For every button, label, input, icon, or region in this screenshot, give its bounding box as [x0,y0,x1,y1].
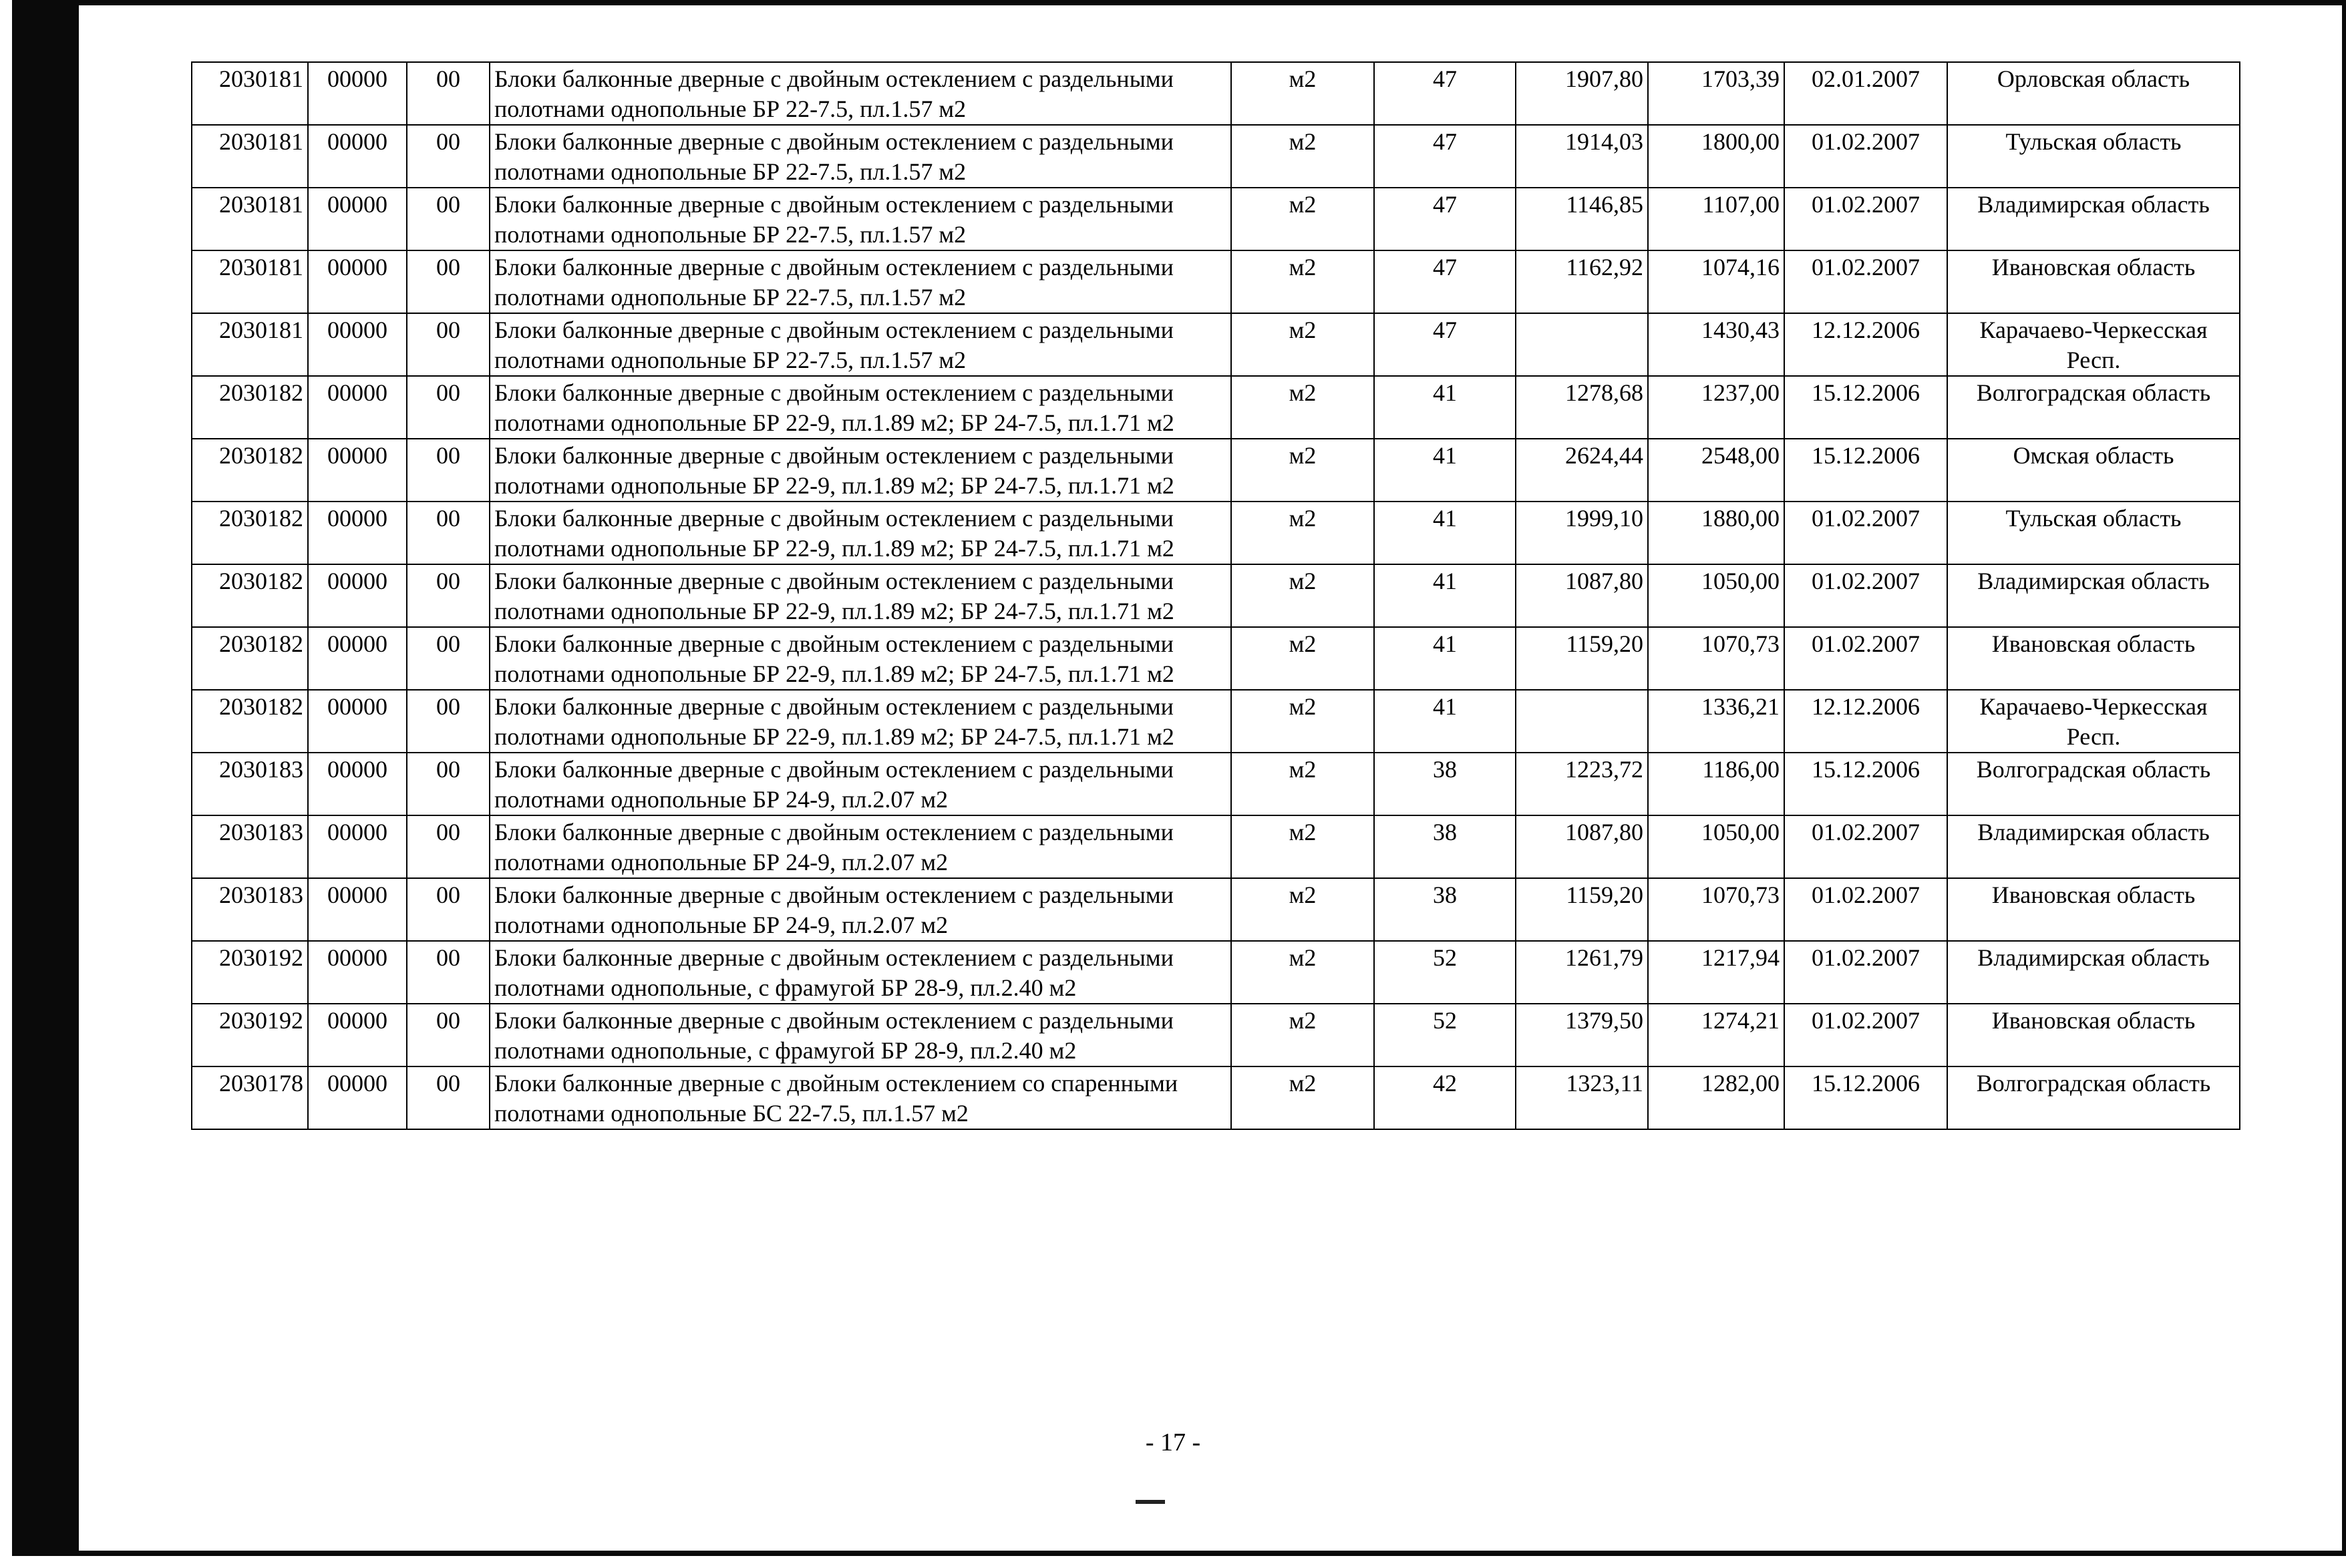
cell-subcode: 00000 [308,376,407,439]
cell-price: 1107,00 [1648,188,1784,250]
cell-quantity: 41 [1374,564,1516,627]
cell-subcode: 00000 [308,188,407,250]
cell-description: Блоки балконные дверные с двойным остеклением с раздельными полотнами однопольные БР 22-7.5, пл.1.57 м2 [490,188,1231,250]
cell-unit: м2 [1231,62,1374,125]
cell-code: 2030183 [192,815,308,878]
cell-subsubcode: 00 [407,627,490,690]
cell-price: 1800,00 [1648,125,1784,188]
cell-price-with-vat: 1323,11 [1516,1066,1648,1129]
cell-unit: м2 [1231,313,1374,376]
table-row [192,502,2240,564]
cell-subcode: 00000 [308,690,407,753]
cell-price-with-vat: 1146,85 [1516,188,1648,250]
cell-description: Блоки балконные дверные с двойным остеклением с раздельными полотнами однопольные, с фрамугой БР 28-9, пл.2.40 м2 [490,941,1231,1004]
cell-code: 2030181 [192,313,308,376]
cell-subsubcode: 00 [407,376,490,439]
cell-description: Блоки балконные дверные с двойным остеклением с раздельными полотнами однопольные БР 22-7.5, пл.1.57 м2 [490,62,1231,125]
cell-region: Ивановская область [1947,250,2240,313]
cell-code: 2030192 [192,941,308,1004]
cell-price-with-vat: 1162,92 [1516,250,1648,313]
cell-region: Волгоградская область [1947,753,2240,815]
cell-price-with-vat: 2624,44 [1516,439,1648,502]
cell-code: 2030182 [192,564,308,627]
cell-price: 1282,00 [1648,1066,1784,1129]
cell-quantity: 52 [1374,941,1516,1004]
cell-code: 2030181 [192,125,308,188]
table-row [192,1004,2240,1066]
cell-subsubcode: 00 [407,941,490,1004]
cell-description: Блоки балконные дверные с двойным остеклением с раздельными полотнами однопольные БР 22-9, пл.1.89 м2; БР 24-7.5, пл.1.71 м2 [490,439,1231,502]
cell-price: 2548,00 [1648,439,1784,502]
cell-code: 2030182 [192,502,308,564]
cell-price-with-vat: 1261,79 [1516,941,1648,1004]
cell-subsubcode: 00 [407,250,490,313]
cell-quantity: 41 [1374,502,1516,564]
cell-quantity: 47 [1374,188,1516,250]
cell-subcode: 00000 [308,815,407,878]
cell-subcode: 00000 [308,250,407,313]
cell-subsubcode: 00 [407,564,490,627]
cell-description: Блоки балконные дверные с двойным остеклением с раздельными полотнами однопольные БР 24-9, пл.2.07 м2 [490,815,1231,878]
cell-unit: м2 [1231,188,1374,250]
cell-unit: м2 [1231,250,1374,313]
cell-subcode: 00000 [308,941,407,1004]
table-row [192,439,2240,502]
cell-region: Ивановская область [1947,627,2240,690]
cell-subcode: 00000 [308,125,407,188]
cell-date: 01.02.2007 [1784,502,1947,564]
cell-date: 15.12.2006 [1784,376,1947,439]
cell-date: 12.12.2006 [1784,313,1947,376]
table-row [192,564,2240,627]
cell-date: 01.02.2007 [1784,1004,1947,1066]
cell-quantity: 47 [1374,313,1516,376]
cell-date: 01.02.2007 [1784,188,1947,250]
cell-region: Волгоградская область [1947,376,2240,439]
cell-date: 15.12.2006 [1784,1066,1947,1129]
cell-price: 1186,00 [1648,753,1784,815]
scan-border-left [12,0,79,1556]
cell-subcode: 00000 [308,439,407,502]
cell-subcode: 00000 [308,1066,407,1129]
cell-date: 01.02.2007 [1784,125,1947,188]
cell-price-with-vat: 1087,80 [1516,815,1648,878]
cell-subcode: 00000 [308,502,407,564]
cell-unit: м2 [1231,753,1374,815]
cell-code: 2030182 [192,439,308,502]
cell-subsubcode: 00 [407,439,490,502]
cell-subsubcode: 00 [407,1004,490,1066]
cell-subsubcode: 00 [407,188,490,250]
cell-price: 1430,43 [1648,313,1784,376]
cell-description: Блоки балконные дверные с двойным остеклением с раздельными полотнами однопольные БР 22-9, пл.1.89 м2; БР 24-7.5, пл.1.71 м2 [490,376,1231,439]
cell-region: Карачаево-Черкесская Респ. [1947,313,2240,376]
cell-date: 01.02.2007 [1784,627,1947,690]
price-table-container [191,61,2239,1130]
cell-code: 2030181 [192,62,308,125]
cell-date: 15.12.2006 [1784,439,1947,502]
cell-date: 01.02.2007 [1784,564,1947,627]
cell-description: Блоки балконные дверные с двойным остеклением с раздельными полотнами однопольные БР 22-7.5, пл.1.57 м2 [490,313,1231,376]
cell-price-with-vat: 1223,72 [1516,753,1648,815]
cell-subsubcode: 00 [407,502,490,564]
cell-region: Орловская область [1947,62,2240,125]
cell-unit: м2 [1231,941,1374,1004]
cell-quantity: 47 [1374,125,1516,188]
cell-code: 2030182 [192,376,308,439]
cell-description: Блоки балконные дверные с двойным остеклением с раздельными полотнами однопольные БР 24-9, пл.2.07 м2 [490,878,1231,941]
cell-unit: м2 [1231,502,1374,564]
table-row [192,62,2240,125]
cell-price-with-vat: 1278,68 [1516,376,1648,439]
cell-price: 1274,21 [1648,1004,1784,1066]
cell-price-with-vat [1516,690,1648,753]
cell-price-with-vat: 1907,80 [1516,62,1648,125]
table-row [192,878,2240,941]
cell-quantity: 47 [1374,250,1516,313]
cell-description: Блоки балконные дверные с двойным остеклением с раздельными полотнами однопольные БР 22-9, пл.1.89 м2; БР 24-7.5, пл.1.71 м2 [490,690,1231,753]
cell-code: 2030178 [192,1066,308,1129]
cell-description: Блоки балконные дверные с двойным остеклением с раздельными полотнами однопольные БР 22-9, пл.1.89 м2; БР 24-7.5, пл.1.71 м2 [490,627,1231,690]
cell-region: Владимирская область [1947,564,2240,627]
scan-border-bottom [79,1551,2346,1556]
cell-unit: м2 [1231,627,1374,690]
cell-subsubcode: 00 [407,62,490,125]
cell-quantity: 47 [1374,62,1516,125]
scan-border-right [2342,0,2346,1556]
cell-price-with-vat: 1379,50 [1516,1004,1648,1066]
cell-code: 2030183 [192,878,308,941]
page-number: - 17 - [1145,1428,1201,1456]
cell-region: Владимирская область [1947,188,2240,250]
cell-code: 2030183 [192,753,308,815]
cell-code: 2030182 [192,627,308,690]
cell-unit: м2 [1231,439,1374,502]
cell-price-with-vat: 1159,20 [1516,627,1648,690]
cell-region: Владимирская область [1947,815,2240,878]
cell-description: Блоки балконные дверные с двойным остеклением с раздельными полотнами однопольные БР 24-9, пл.2.07 м2 [490,753,1231,815]
scan-artifact [1136,1500,1165,1504]
cell-quantity: 41 [1374,690,1516,753]
cell-description: Блоки балконные дверные с двойным остеклением с раздельными полотнами однопольные БР 22-9, пл.1.89 м2; БР 24-7.5, пл.1.71 м2 [490,502,1231,564]
cell-subcode: 00000 [308,564,407,627]
cell-region: Тульская область [1947,125,2240,188]
cell-price-with-vat [1516,313,1648,376]
cell-subcode: 00000 [308,313,407,376]
cell-price: 1050,00 [1648,564,1784,627]
table-row [192,941,2240,1004]
cell-description: Блоки балконные дверные с двойным остеклением с раздельными полотнами однопольные БР 22-7.5, пл.1.57 м2 [490,125,1231,188]
cell-subcode: 00000 [308,627,407,690]
cell-price-with-vat: 1159,20 [1516,878,1648,941]
cell-subsubcode: 00 [407,815,490,878]
cell-price: 1074,16 [1648,250,1784,313]
cell-price: 1336,21 [1648,690,1784,753]
cell-date: 02.01.2007 [1784,62,1947,125]
cell-price: 1070,73 [1648,878,1784,941]
cell-price: 1703,39 [1648,62,1784,125]
cell-date: 01.02.2007 [1784,941,1947,1004]
cell-price: 1070,73 [1648,627,1784,690]
cell-subsubcode: 00 [407,690,490,753]
table-body [192,62,2240,1129]
cell-quantity: 38 [1374,815,1516,878]
cell-price-with-vat: 1914,03 [1516,125,1648,188]
cell-unit: м2 [1231,1004,1374,1066]
cell-description: Блоки балконные дверные с двойным остеклением со спаренными полотнами однопольные БС 22-7.5, пл.1.57 м2 [490,1066,1231,1129]
cell-quantity: 38 [1374,753,1516,815]
cell-price: 1217,94 [1648,941,1784,1004]
table-row [192,376,2240,439]
cell-description: Блоки балконные дверные с двойным остеклением с раздельными полотнами однопольные, с фрамугой БР 28-9, пл.2.40 м2 [490,1004,1231,1066]
table-row [192,690,2240,753]
cell-quantity: 38 [1374,878,1516,941]
cell-unit: м2 [1231,690,1374,753]
cell-description: Блоки балконные дверные с двойным остеклением с раздельными полотнами однопольные БР 22-7.5, пл.1.57 м2 [490,250,1231,313]
cell-quantity: 42 [1374,1066,1516,1129]
cell-description: Блоки балконные дверные с двойным остеклением с раздельными полотнами однопольные БР 22-9, пл.1.89 м2; БР 24-7.5, пл.1.71 м2 [490,564,1231,627]
cell-price-with-vat: 1999,10 [1516,502,1648,564]
table-row [192,125,2240,188]
table-row [192,188,2240,250]
cell-unit: м2 [1231,125,1374,188]
cell-quantity: 41 [1374,376,1516,439]
scan-border-top [79,0,2346,5]
cell-code: 2030181 [192,188,308,250]
cell-quantity: 52 [1374,1004,1516,1066]
table-row [192,815,2240,878]
cell-quantity: 41 [1374,627,1516,690]
table-row [192,1066,2240,1129]
cell-unit: м2 [1231,878,1374,941]
cell-date: 01.02.2007 [1784,815,1947,878]
table-row [192,753,2240,815]
price-table [191,61,2240,1130]
cell-price: 1237,00 [1648,376,1784,439]
cell-region: Владимирская область [1947,941,2240,1004]
cell-subcode: 00000 [308,753,407,815]
table-row [192,627,2240,690]
cell-date: 15.12.2006 [1784,753,1947,815]
cell-region: Карачаево-Черкесская Респ. [1947,690,2240,753]
cell-date: 01.02.2007 [1784,250,1947,313]
cell-region: Ивановская область [1947,1004,2240,1066]
cell-date: 12.12.2006 [1784,690,1947,753]
cell-subcode: 00000 [308,62,407,125]
cell-quantity: 41 [1374,439,1516,502]
cell-region: Омская область [1947,439,2240,502]
cell-unit: м2 [1231,815,1374,878]
cell-unit: м2 [1231,1066,1374,1129]
cell-subsubcode: 00 [407,1066,490,1129]
cell-subsubcode: 00 [407,125,490,188]
cell-price: 1880,00 [1648,502,1784,564]
cell-unit: м2 [1231,376,1374,439]
cell-subcode: 00000 [308,1004,407,1066]
cell-subsubcode: 00 [407,753,490,815]
cell-code: 2030192 [192,1004,308,1066]
cell-region: Тульская область [1947,502,2240,564]
cell-subcode: 00000 [308,878,407,941]
table-row [192,250,2240,313]
cell-region: Волгоградская область [1947,1066,2240,1129]
table-row [192,313,2240,376]
cell-code: 2030181 [192,250,308,313]
cell-date: 01.02.2007 [1784,878,1947,941]
cell-price: 1050,00 [1648,815,1784,878]
cell-region: Ивановская область [1947,878,2240,941]
cell-unit: м2 [1231,564,1374,627]
cell-subsubcode: 00 [407,313,490,376]
cell-subsubcode: 00 [407,878,490,941]
cell-code: 2030182 [192,690,308,753]
cell-price-with-vat: 1087,80 [1516,564,1648,627]
